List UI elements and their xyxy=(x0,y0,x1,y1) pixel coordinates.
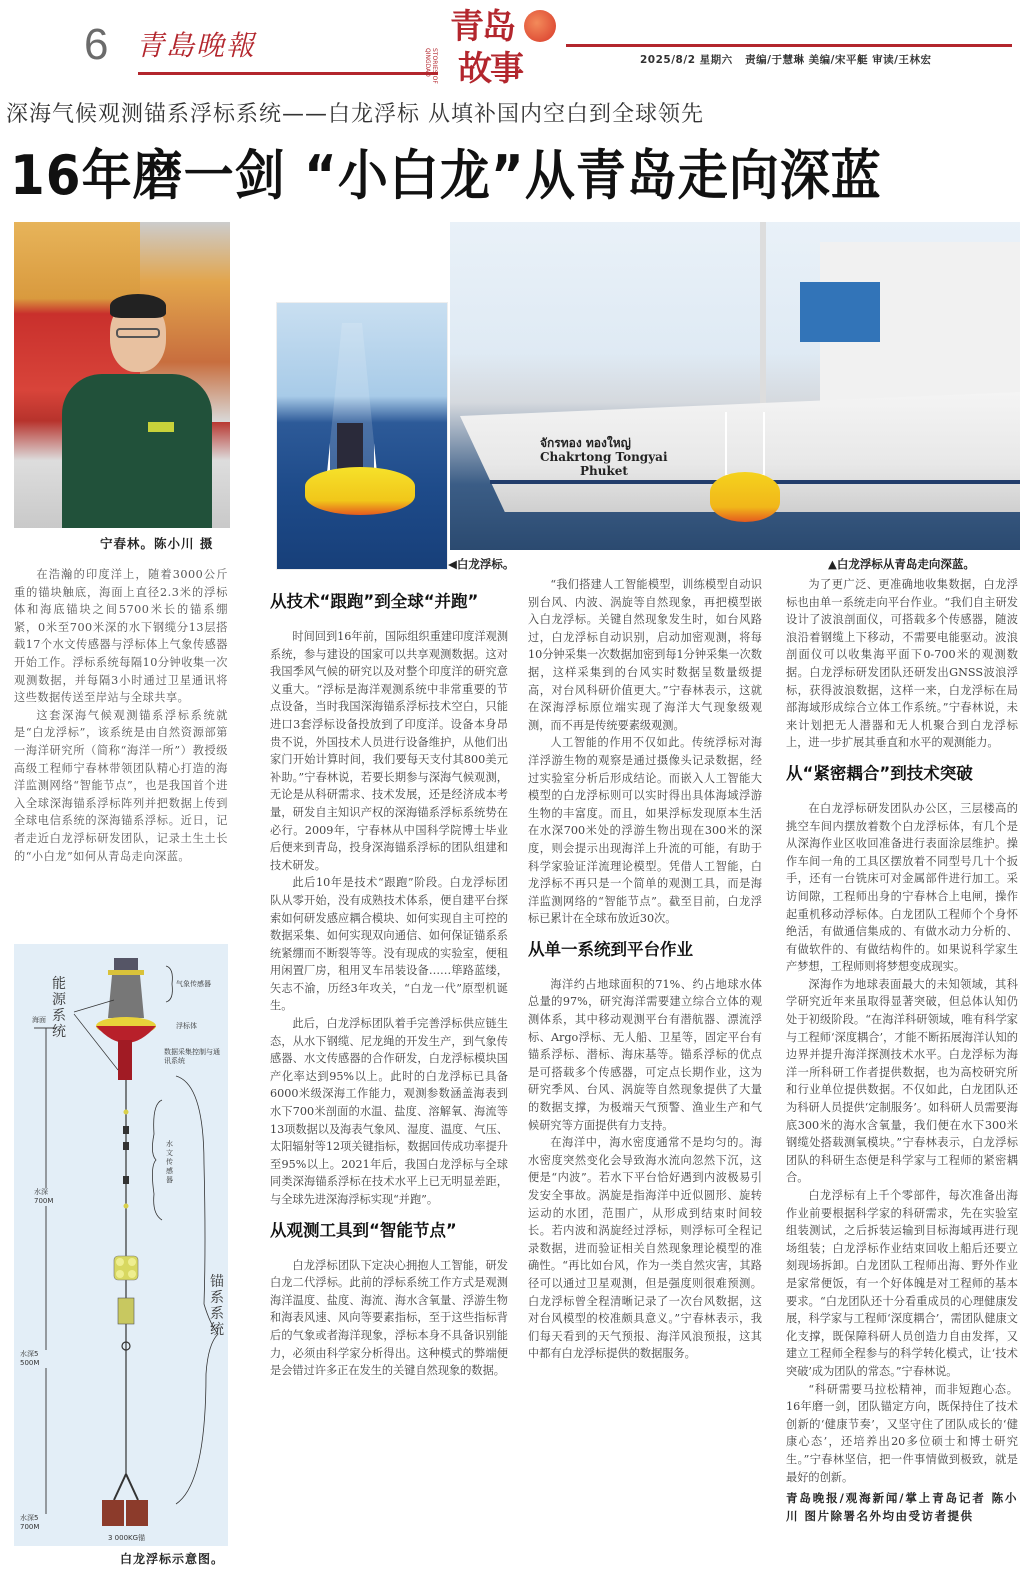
body-paragraph: 海洋约占地球面积的71%、约占地球水体总量的97%，研究海洋需要建立综合立体的观测体系，其中移动观测平台有潜航器、漂流浮标、Argo浮标、无人船、卫星等，固定平台有锚系浮标、潜标、海床基等。锚系浮标的优点是可搭载多个传感器，可定点长期作业，这为研究季风、台风、涡旋等自然现象提供了大量的数据支撑，为极端天气预警、渔业生产和气候研究等方面提供有力支持。 xyxy=(528,977,762,1132)
article-intro xyxy=(14,566,228,865)
body-paragraph: 为了更广泛、更准确地收集数据，白龙浮标也由单一系统走向平台作业。“我们自主研发设计了波浪剖面仪，可搭载多个传感器，随波浪沿着钢缆上下移动，不需要电能驱动。波浪剖面仪可以收集海平面下0-700米的观测数据。白龙浮标研发团队还研发出GNSS波浪浮标，获得波浪数据，这样一来，白龙浮标在局部海域形成综合立体工作系统。”宁春林说，未来计划把无人潜器和无人机聚合到白龙浮标上，进一步扩展其垂直和水平的观测能力。 xyxy=(786,578,1018,750)
intro-paragraph: 在浩瀚的印度洋上，随着3000公斤重的锚块触底，海面上直径2.3米的浮标体和海底锚块之间5700米长的锚系绷紧，0米至700米深的水下钢缆分13层搭载17个水文传感器与浮标体上气象传感器开始工作。浮标系统每隔10分钟收集一次观测数据，并每隔3小时通过卫星通讯将这些数据传送至岸站与全球共享。 xyxy=(14,568,228,705)
reviewer-credit: 审读/王林宏 xyxy=(872,54,932,66)
mooring-system-label: 锚系系统 xyxy=(210,1274,224,1338)
cable-joint xyxy=(124,1204,129,1209)
flotation-balls xyxy=(114,1256,138,1280)
body-paragraph: “科研需要马拉松精神，而非短跑心态。16年磨一剑，团队锚定方向，既保持住了技术创新的‘健康节奏’，又坚守住了团队成长的‘健康心态’，还培养出20多位硕士和博士研究生。”宁春林坚信，把一件事情做到极致，就是最好的创新。 xyxy=(786,1382,1018,1484)
body-paragraph: 在白龙浮标研发团队办公区，三层楼高的挑空车间内摆放着数个白龙浮标体，有几个是从深海作业区收回准备进行表面涂层维护。操作车间一角的工具区摆放着不同型号几十个扳手，还有一台铣床可对金属部件进行加工。采访间隙，工程师出身的宁春林合上电闸，操作起重机移动浮标体。白龙团队工程师个个身怀绝活，有做通信集成的、有做水动力分析的、有做软件的、有做结构件的。如果说科学家生产梦想，工程师则将梦想变成现实。 xyxy=(786,801,1018,974)
body-paragraph: “我们搭建人工智能模型，训练模型自动识别台风、内波、涡旋等自然现象，再把模型嵌入白龙浮标。关键自然现象发生时，如台风路过，白龙浮标自动识别，启动加密观测，将每10分钟采集一次数据加密到每1分钟采集一次数据，这样采集到的台风实时数据呈数量级提高，对台风科研价值更大。”宁春林表示，这就在深海浮标原位端实现了海洋大气现象级观测，而不再是传统要素级观测。 xyxy=(528,578,762,732)
section-heading: 从技术“跟跑”到全球“并跑” xyxy=(270,592,479,611)
buoy-diagram xyxy=(14,944,228,1546)
hydro-sensor-brace xyxy=(152,1100,162,1220)
hydro-sensor xyxy=(123,1176,129,1184)
section-title-line2: 故事 xyxy=(458,49,522,89)
article-column-3 xyxy=(528,576,762,1363)
page-number: 6 xyxy=(84,20,109,69)
ship-name xyxy=(540,436,668,478)
sensor-platform xyxy=(108,970,144,975)
issue-weekday: 星期六 xyxy=(699,54,733,66)
blue-tarp xyxy=(800,282,880,342)
buoy-tower xyxy=(725,412,765,476)
sun-seagull-icon xyxy=(524,10,556,42)
sea-surface-label: 海面 xyxy=(32,1016,46,1024)
section-logo xyxy=(424,4,564,92)
section-heading: 从“紧密耦合”到技术突破 xyxy=(786,763,973,783)
section-title-line1: 青岛 xyxy=(450,7,514,47)
energy-pointer xyxy=(74,1000,114,1012)
article-column-2 xyxy=(270,590,508,1380)
weather-sensor-brace xyxy=(166,966,172,1002)
article-kicker: 深海气候观测锚系浮标系统——白龙浮标 从填补国内空白到全球领先 xyxy=(6,102,704,127)
ship-photo xyxy=(450,222,1020,550)
depth-700-label: 水深700M xyxy=(34,1188,58,1206)
issue-date: 2025/8/2 xyxy=(640,54,696,66)
weather-sensors xyxy=(114,958,138,970)
portrait-caption: 宁春林。陈小川 摄 xyxy=(100,536,214,551)
body-paragraph: 时间回到16年前，国际组织重建印度洋观测系统，参与建设的国家可以共享观测数据。这对我国季风气候的研究以及对整个印度洋的研究意义重大。“浮标是海洋观测系统中非常重要的节点设备，当时我国深海锚系浮标技术空白，只能进口3套浮标设备投放到了印度洋。设备本身昂贵不说，外国技术人员进行设备维护，从他们出家门开始计算时间，我们要每天支付其800美元补助。”宁春林说，若要长期参与深海气候观测，无论是从科研需求、技术发展，还是经济成本考量，研发自主知识产权的深海锚系浮标系统势在必行。2009年，宁春林从中国科学院博士毕业后便来到青岛，投身深海锚系浮标的团队组建和技术研发。 xyxy=(270,630,509,872)
intro-paragraph: 这套深海气候观测锚系浮标系统就是“白龙浮标”，该系统是由自然资源部第一海洋研究所（简称“海洋一所”）教授级高级工程师宁春林带领团队精心打造的海洋监测网络“智能节点”，也是我国首个进入全球深海锚系浮标阵列并把数据上传到全球电信系统的深海锚系浮标。近日，记者走近白龙浮标研发团队，记录土生土长的“小白龙”如何从青岛走向深蓝。 xyxy=(14,708,228,863)
anchor-block xyxy=(126,1500,148,1526)
body-paragraph: 深海作为地球表面最大的未知领域，其科学研究近年来虽取得显著突破，但总体认知仍处于初级阶段。“在海洋科研领域，唯有科学家与工程师‘深度耦合’，才能不断拓展海洋认知的边界并提升海洋探测技术水平。白龙浮标为海洋一所科研工作者提供数据，也为高校研究所和行业单位提供数据。不仅如此，白龙团队还为科研人员提供‘定制服务’。如科研人员需要海底300米的海水含氧量，我们便在水下300米钢缆处搭载测氧模块。”宁春林表示，白龙浮标团队的科研生态便是科学家与工程师的紧密耦合。 xyxy=(786,977,1018,1185)
glasses-icon xyxy=(116,328,160,338)
body-paragraph: 在海洋中，海水密度通常不是均匀的。海水密度突然变化会导致海水流向忽然下沉，这便是“内波”。若水下平台恰好遇到内波极易引发安全事故。涡旋是指海洋中近似圆形、旋转运动的水团，范围广，从形成到结束时间较长。若内波和涡旋经过浮标，则浮标可全程记录数据，进而验证相关自然现象理论模型的准确性。“再比如台风，作为一类自然灾害，其路径可以通过卫星观测，但是强度则很难预测。白龙浮标曾全程清晰记录了一次台风数据，这对台风模型的校准颇具意义。”宁春林表示，我们每天看到的天气预报、海洋风浪预报，这其中都有白龙浮标提供的数据服务。 xyxy=(528,1136,762,1361)
designer-credit: 美编/宋平艇 xyxy=(808,54,868,66)
solar-panel xyxy=(337,423,363,473)
body-paragraph: 白龙浮标有上千个零部件，每次准备出海作业前要根据科学家的科研需求，先在实验室组装测试，之后拆装运输到目标海域再进行现场组装；白龙浮标作业结束回收上船后还要立刻现场拆卸。白龙团队工程师出海、野外作业是家常便饭，有一个好体魄是对工程师的基本要求。“白龙团队还十分看重成员的心理健康发展，科学家与工程师‘深度耦合’，需团队健康文化支撑，既保障科研人员创造力自由发挥，又建立工程师全程参与的科学转化模式，让‘技术突破’成为团队的常态。”宁春林说。 xyxy=(786,1189,1018,1378)
green-shirt xyxy=(62,374,212,528)
anchor-chain xyxy=(126,1474,138,1500)
anchor-chain xyxy=(114,1474,126,1500)
body-paragraph: 人工智能的作用不仅如此。传统浮标对海洋浮游生物的观察是通过摄像头记录数据，经过实验室分析后形成结论。而嵌入人工智能大模型的白龙浮标则可以实时得出具体海域浮游生物的丰富度。而且，如果浮标发现原本生活在水深700米处的浮游生物出现在300米的深度，则会提示出现海洋上升流的可能，有助于科学家验证洋流理论模型。凭借人工智能，白龙浮标不再只是一个简单的观测工具，而是海洋监测网络的“智能节点”。截至目前，白龙浮标已累计在全球布放近30次。 xyxy=(528,736,762,926)
portrait-photo xyxy=(14,222,230,528)
section-heading: 从单一系统到平台作业 xyxy=(528,939,693,959)
byline: 青岛晚报/观海新闻/掌上青岛记者 陈小川 图片除署名外均由受访者提供 xyxy=(786,1491,1018,1523)
editor-credit: 责编/于慧琳 xyxy=(745,54,805,66)
newspaper-logo: 青島晚報 xyxy=(136,29,257,62)
ship-name-thai: จักรทอง ทองใหญ่ xyxy=(540,436,631,450)
article-headline: 16年磨一剑 “小白龙”从青岛走向深蓝 xyxy=(10,144,882,207)
body-paragraph: 此后10年是技术“跟跑”阶段。白龙浮标团队从零开始，没有成熟技术体系，便自建平台探索如何研发感应耦合模块、如何实现自主可控的数据采集、如何实现双向通信、如何保证锚系系统紧绷而不断裂等等。没有现成的实验室，便租用闲置厂房，租用叉车吊装设备……筚路蓝缕，矢志不渝，历经3年攻关，“白龙一代”原型机诞生。 xyxy=(270,876,508,1013)
diagram-caption: 白龙浮标示意图。 xyxy=(120,1552,225,1566)
person-hair xyxy=(110,294,166,318)
ship-name-latin: Chakrtong Tongyai xyxy=(540,450,668,464)
masthead-rule-left xyxy=(138,72,438,75)
buoy-body-label: 浮标体 xyxy=(176,1022,197,1030)
buoy-tower xyxy=(108,975,144,1018)
acoustic-release xyxy=(118,1298,134,1324)
buoy-float xyxy=(305,467,415,515)
energy-system-label: 能源系统 xyxy=(52,976,66,1040)
masthead-meta xyxy=(640,52,931,67)
depth-5500-label: 水深5 500M xyxy=(20,1350,60,1368)
shirt-badge xyxy=(148,422,174,432)
hydro-sensor xyxy=(123,1142,129,1150)
diagram-drawing xyxy=(14,944,228,1546)
masthead-rule-right xyxy=(566,44,1012,47)
hydro-sensor xyxy=(123,1126,129,1134)
ship-mast xyxy=(760,222,766,422)
data-control-label: 数据采集控制与通讯系统 xyxy=(164,1048,220,1065)
body-paragraph: 白龙浮标团队下定决心拥抱人工智能，研发白龙二代浮标。此前的浮标系统工作方式是观测海洋温度、盐度、海流、海水含氧量、浮游生物和海表风速、风向等要素指标，至于这些指标背后的气象或者海洋现象，浮标本身不具备识别能力，必须由科学家分析得出。这种模式的弊端便是会错过许多正在发生的关键自然现象的数据。 xyxy=(270,1258,508,1378)
hydro-sensors-label: 水文传感器 xyxy=(166,1140,173,1184)
ship-photo-caption: ▲白龙浮标从青岛走向深蓝。 xyxy=(828,557,975,571)
buoy-photo xyxy=(276,302,448,570)
ship-port: Phuket xyxy=(580,464,628,478)
cable-joint xyxy=(124,1110,129,1115)
section-heading: 从观测工具到“智能节点” xyxy=(270,1220,457,1240)
buoy-float xyxy=(710,472,780,522)
data-control-housing xyxy=(118,1040,132,1080)
depth-5700-label: 水深5 700M xyxy=(20,1514,60,1532)
body-paragraph: 此后，白龙浮标团队着手完善浮标供应链生态，从水下钢缆、尼龙绳的开发生产，到气象传感器、水文传感器的合作研发，白龙浮标模块国产化率达到95%以上。此时的白龙浮标已具备6000米级深海工作能力，观测参数涵盖海表到水下700米剖面的水温、盐度、溶解氧、海流等13项数据以及海表气象风、湿度、温度、气压、太阳辐射等12项关键指标，数据回传成功率提升至95%以上。2021年后，我国白龙浮标与全球同类深海锚系浮标在技术水平上已无明显差距，与全球先进深海浮标实现“并跑”。 xyxy=(270,1017,508,1206)
anchor-label: 3 000KG锚 xyxy=(108,1534,146,1542)
weather-sensors-label: 气象传感器 xyxy=(176,980,211,988)
buoy-photo-caption: ◀白龙浮标。 xyxy=(448,557,515,571)
section-subtitle-en: STORIES OF QINGDAO xyxy=(424,48,438,84)
anchor-block xyxy=(102,1500,124,1526)
article-column-4 xyxy=(786,576,1018,1525)
